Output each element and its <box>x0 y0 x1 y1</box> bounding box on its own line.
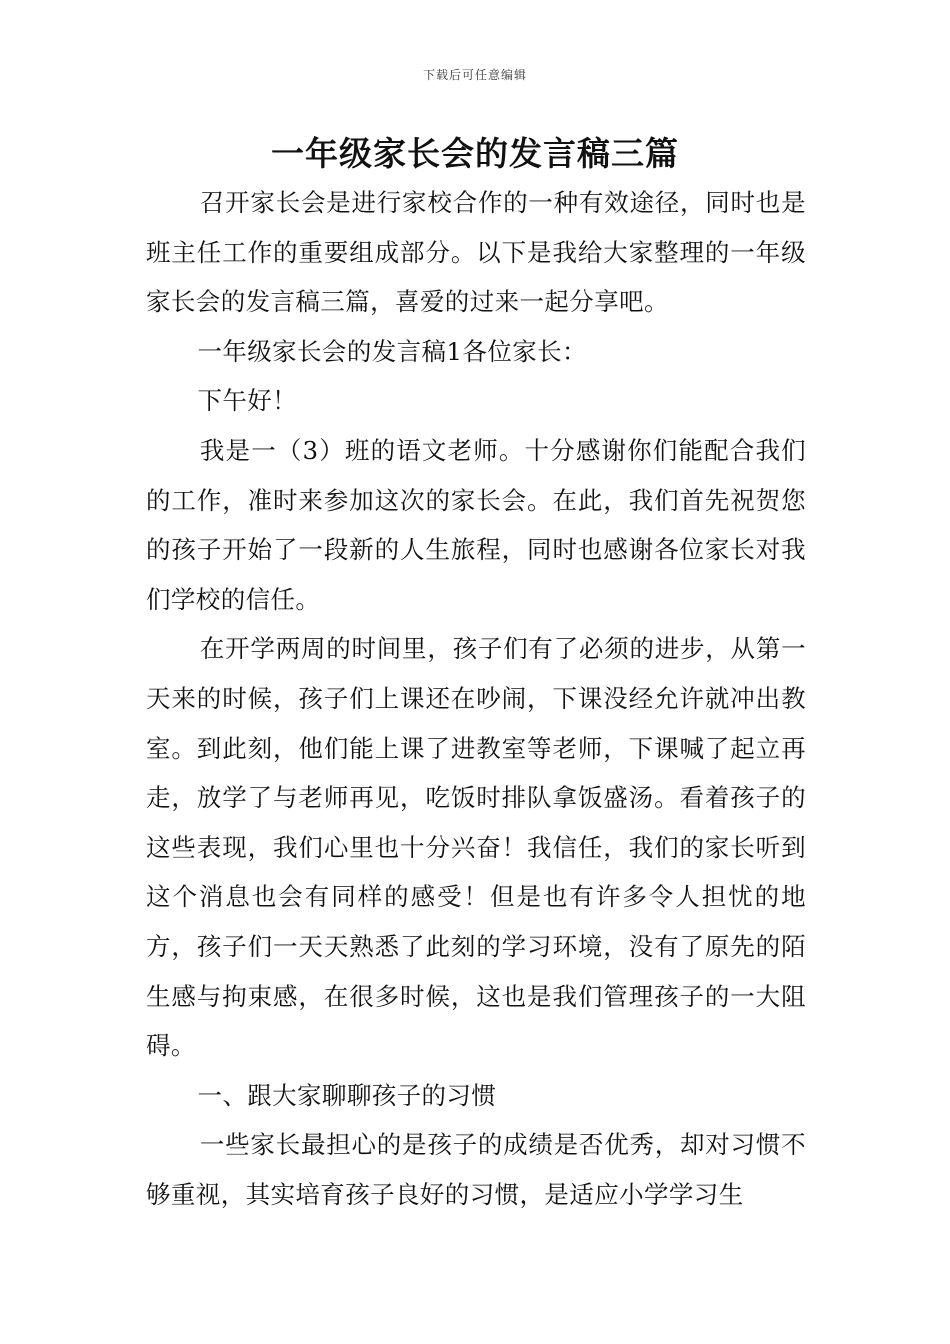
paragraph-intro: 召开家长会是进行家校合作的一种有效途径，同时也是班主任工作的重要组成部分。以下是我给大家整理的一年级家长会的发言稿三篇，喜爱的过来一起分享吧。 <box>146 188 806 317</box>
paragraph-self-introduction: 我是一（3）班的语文老师。十分感谢你们能配合我们的工作，准时来参加这次的家长会。在此，我们首先祝贺您的孩子开始了一段新的人生旅程，同时也感谢各位家长对我们学校的信任。 <box>146 435 806 614</box>
paragraph-habits: 一些家长最担心的是孩子的成绩是否优秀，却对习惯不够重视，其实培育孩子良好的习惯，是适应小学学习生 <box>146 1130 806 1209</box>
paragraph-progress: 在开学两周的时间里，孩子们有了必须的进步，从第一天来的时候，孩子们上课还在吵闹，下课没经允许就冲出教室。到此刻，他们能上课了进教室等老师，下课喊了起立再走，放学了与老师再见，吃饭时排队拿饭盛汤。看着孩子的这些表现，我们心里也十分兴奋！我信任，我们的家长听到这个消息也会有同样的感受！但是也有许多令人担忧的地方，孩子们一天天熟悉了此刻的学习环境，没有了原先的陌生感与拘束感，在很多时候，这也是我们管理孩子的一大阻碍。 <box>146 634 806 1061</box>
document-title: 一年级家长会的发言稿三篇 <box>271 134 679 173</box>
section-heading-habits: 一、跟大家聊聊孩子的习惯 <box>197 1080 497 1110</box>
header-note: 下载后可任意编辑 <box>422 68 527 82</box>
document-body <box>146 178 806 1219</box>
paragraph-speech-1-heading: 一年级家长会的发言稿1各位家长： <box>197 336 587 366</box>
paragraph-greeting: 下午好！ <box>197 386 298 416</box>
